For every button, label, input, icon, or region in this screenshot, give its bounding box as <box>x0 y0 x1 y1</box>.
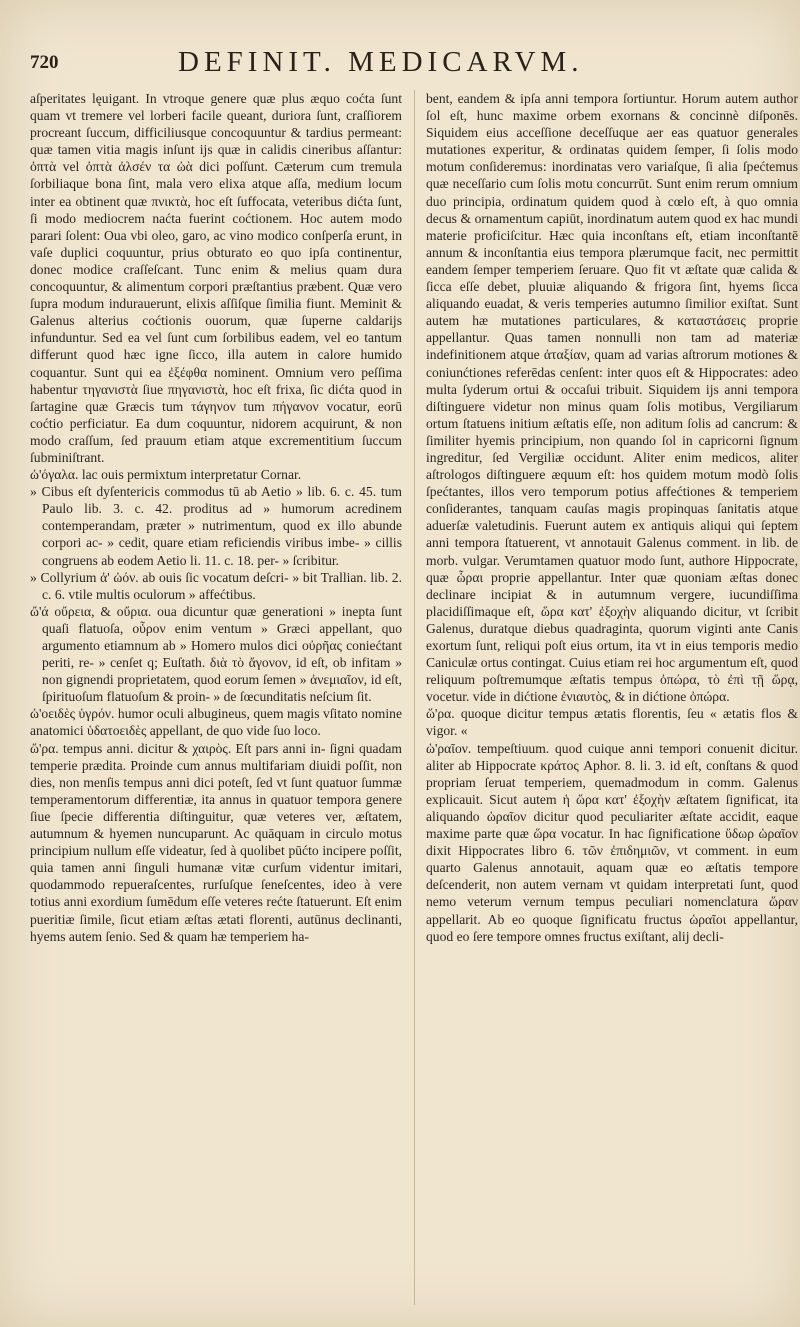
page-number: 720 <box>30 52 59 73</box>
dictionary-entry: ὡ'ραῖον. tempeſtiuum. quod cuique anni tempori conuenit dicitur. aliter ab Hippocrate κράτος Aphor. 8. li. 3. id eſt, conſtans & quod propriam ſeruat temperiem, quemadmodum in comm. Galenus explicauit. Sicut autem ἡ ὥρα κατ' ἐξοχὴν æſtatem ſignificat, ita aliquando ὡραῖον dicitur quod peculiariter æſtate accidit, eaque maxime parte quæ ὥρα vocatur. In hac ſignificatione ὕδωρ ὡραῖον dixit Hippocrates libro 6. τῶν ἐπιδημιῶν, vt comment. in eum quarto Galenus annotauit, aquam quæ eo æſtatis tempore deſcenderit, non autem vernam vt quidam interpretati ſunt, quod nemo veterum vernum tempus peculiari nomenclatura ὥραν appellarit. Ab eo quoque ſignificatu fructus ὡραῖοι appellantur, quod eo ſere tempore omnes fructus exiſtant, alij decli- <box>426 740 798 944</box>
dictionary-entry: ὠ'οειδὲς ὑγρόν. humor oculi albugineus, quem magis vſitato nomine anatomici ὑδατοειδὲς appellant, de quo vide ſuo loco. <box>30 706 402 739</box>
left-column <box>30 90 402 1305</box>
dictionary-entry: ὠ'όγαλα. lac ouis permixtum interpretatur Cornar. <box>30 467 302 483</box>
text-paragraph: bent, eandem & ipſa anni tempora ſortiuntur. Horum autem author ſol eſt, hunc maxime orbem exornans & concinnè diſponēs. Siquidem eius acceſſione deceſſuque aer eas quatuor generales mutationes experitur, & ordinatas quidem ſemper, ſi ſolis modo motum conſideremus: inordinatas vero variaſque, ſi alia ſpećtemus quæ neceſſario cum ſolis motu concurrūt. Sunt enim rerum omnium duo principia, ordinatum quidem quod à cœlo eſt, à quo omnia decus & ornamentum capiūt, inordinatum autem quod ex hac mundi materie proficiſcitur. Hæc quia inconſtans eſt, etiam inconſtantē annum & inconſtantia eius tempora plærumque facit, nec permittit eandem ſemper temperiem ſeruare. Quo fit vt æſtate quæ calida & ſicca eſſe debet, pluuiæ aliquando & frigora ſint, hyems ſicca aliquando euadat, & veris temperies autumno ſimilior exiſtat. Sunt autem hæ mutationes particulares, & καταστάσεις proprie appellantur. Quas tamen nonnulli non tam ad materiæ indefinitionem atque ἀταξίαν, quam ad varias aſtrorum motiones & coniunćtiones referēdas cenſent: inter quos eſt & Hippocrates: adeo multa ſyderum ortui & occaſui tribuit. Siquidem ijs anni tempora diſtinguere videtur non minus quam ſolis motibus, Vergiliarum ortum ſtatuens initium æſtatis eſſe, non aditum ſolis ad cancrum: & ſimiliter hyemis principium, non quando ſol in capricorni ſignum ingreditur, ſed Vergiliæ occidunt. Aliter enim medicos, aliter aſtrologos diſtinguere æquum eſt: hos quidem motum modò ſolis ſpećtantes, illos vero temporum potius affećtiones & temperiem conſiderantes, tanquam cauſas magis propinquas ſanitatis atque aduerſæ valetudinis. Fuerunt autem ex antiquis aliqui qui ſeptem anni tempora ſtatuerent, vt annotauit Galenus comment. in lib. de morb. vulgar. Verumtamen quatuor modo ſunt, authore Hippocrate, quæ ὧραι proprie appellantur. Inter quæ quoniam æſtas donec declinare incipiat & in autumnum vergere, iucundiſſima placidiſſimaque eſt, ὥρα κατ' ἐξοχὴν aliquando dicitur, vt ſcribit Galenus, duratque diebus quadraginta, quorum viginti ante Canis exortum ſunt, reliqui poſt eius ortum, ita vt in eius temporis medio Caniculæ ortus contingat. Cuius etiam rei hoc argumentum eſt, quod reliquum poſtremumque æſtatis tempus ὀπώρα, τὸ ἐπὶ τῇ ὥρᾳ, vocetur. vide in dićtione ἐνιαυτὸς, & in dićtione ὀπώρα. <box>426 91 798 705</box>
dictionary-entry: ὤ'ά οὔρεια, & οὔρια. oua dicuntur quæ generationi » inepta ſunt quaſi flatuoſa, οὖρον enim ventum » Græci appellant, quo argumento etiamnum ab » Homero mulos dici οὐρῆας coniećtant periti, re- » cenſet q; Euſtath. διὰ τὸ ἄγονον, id eſt, ob infitam » non gignendi proprietatem, quod eorum ſemen » ἀνεμιαῖον, id eſt, ſpirituoſum flatuoſum & proin- » de ſœcunditatis neſcium ſit. <box>30 603 402 705</box>
page-header <box>0 46 800 86</box>
dictionary-entry: ὥ'ρα. tempus anni. dicitur & χαιρὸς. Eſt pars anni in- ſigni quadam temperie prædita. Proinde cum annus multifariam diuidi poſſit, non dies, non menſis tempus anni dici poteſt, ſed vt ſunt quatuor ſummæ temperamentorum differentiæ, ita annus in quatuor tempora genere ſiue ſpecie differentia diſtinguitur, quæ veteres ver, æſtatem, autumnum & hyemen nuncuparunt. Ac quāquam in circulo motus principium nullum eſſe videatur, ſed à quolibet pūćto incipere poſſit, quia tamen anni ſinguli humanæ vitæ curſum videntur imitari, quodammodo repueraſcentes, rurſuſque ſeneſcentes, ideo à vere totius anni exordium ſumēdum eſſe veteres rećte ſtatuerunt. Eſt enim pueritiæ ſimile, ſicut etiam æſtas ætati florenti, autūnus declinanti, hyems autem ſenio. Sed & quam hæ temperiem ha- <box>30 740 402 944</box>
running-head: DEFINIT. MEDICARVM. <box>178 46 584 78</box>
column-divider <box>414 90 415 1305</box>
dictionary-entry: ὥ'ρα. quoque dicitur tempus ætatis florentis, ſeu « ætatis flos & vigor. « <box>426 706 798 739</box>
text-paragraph: aſperitates lęuigant. In vtroque genere quæ plus æquo coćta ſunt quam vt tremere vel lorberi facile queant, duriora ſunt, craſſiorem procreant ſuccum, difficiliusque concoquuntur & tardius permeant: quæ tamen vitia magis inſunt ijs quæ in calidis cineribus aſſantur: ὀπτὰ vel ὀπτὰ ἀλσέν τα ὠὰ dici poſſunt. Cæterum cum tremula ſorbiliaque bona ſint, mala vero elixa atque aſſa, medium locum inter ea obtinent quæ πνικτὰ, hoc eſt ſuffocata, veteribus dićta ſunt, ſi modo mediocrem naćta fuerint coćtionem. Hoc autem modo parari ſolent: Oua vbi oleo, garo, ac vino modico conſperſa erunt, in vaſe duplici coquuntur, prius obturato eo quo ipſa continentur, donec modice craſſeſcant. Tunc enim & melius quam dura concoquuntur, & alimentum corpori præſtantius præbent. Quæ vero ſupra modum indurauerunt, elixis aſſiſque ſimilia fiunt. Meminit & Galenus alterius coćtionis ouorum, quæ ſuperne caldarijs infunduntur. Sed ea vel ſunt cum ſorbilibus eadem, vel eo tantum differunt quod hæc igne ſicco, illa autem in calore humido coquantur. Sunt qui ea ἐξέφθα nominent. Omnium vero peſſima habentur τηγανιστὰ ſiue πηγανιστὰ, hoc eſt frixa, ſic dićta quod in ſartagine quæ Græcis tum τάγηνον tum πήγανον vocatur, eorū coćtio perficiatur. Ea dum coquuntur, nidorem acquirunt, & non modo craſſum, ſed prauum etiam atque excrementitium ſuccum ſubminiſtrant. <box>30 91 402 465</box>
quoted-addition: » Collyrium ἀ' ὠόν. ab ouis ſic vocatum deſcri- » bit Trallian. lib. 2. c. 6. vtile multis oculorum » affećtibus. <box>30 569 402 602</box>
right-column <box>426 90 798 1305</box>
quoted-addition: » Cibus eſt dyſentericis commodus tū ab Aetio » lib. 6. c. 45. tum Paulo lib. 3. c. 42. proditus ad » humorum acredinem contemperandam, præter » nutrimentum, quod ex illo abunde corpori ac- » cedit, quare etiam reficiendis viribus imbe- » cillis congruens ab eodem Aetio li. 11. c. 18. per- » ſcribitur. <box>30 484 402 568</box>
